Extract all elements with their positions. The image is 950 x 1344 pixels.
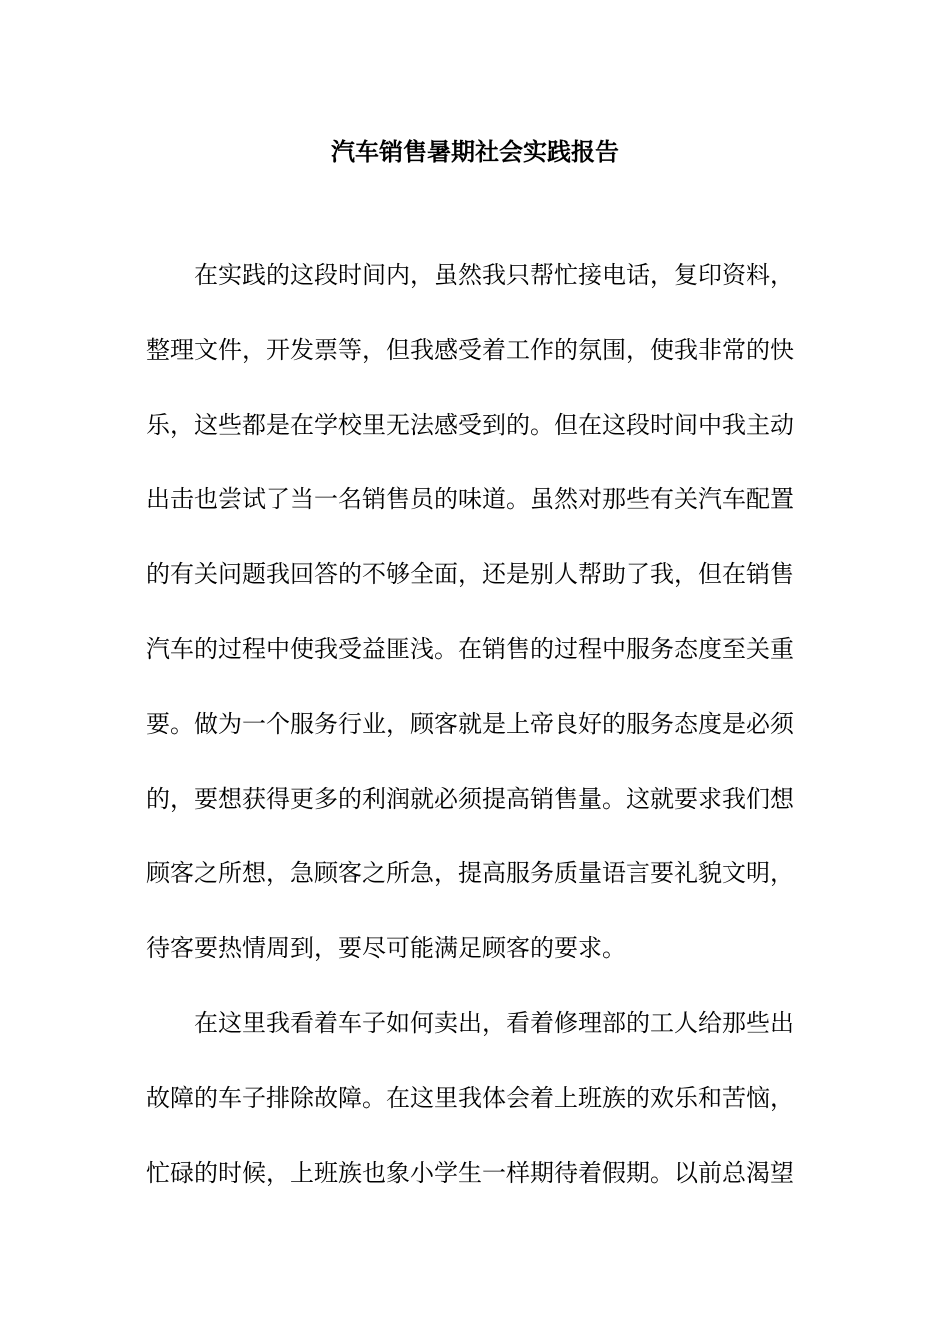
paragraph-line: 待客要热情周到，要尽可能满足顾客的要求。 — [146, 934, 626, 963]
paragraph-line: 忙碌的时候，上班族也象小学生一样期待着假期。以前总渴望 — [146, 1158, 794, 1187]
paragraph-line: 整理文件，开发票等，但我感受着工作的氛围，使我非常的快 — [146, 335, 794, 364]
paragraph-line: 汽车的过程中使我受益匪浅。在销售的过程中服务态度至关重 — [146, 634, 794, 663]
paragraph-line: 顾客之所想，急顾客之所急，提高服务质量语言要礼貌文明， — [146, 859, 794, 888]
paragraph-line: 在这里我看着车子如何卖出，看着修理部的工人给那些出 — [194, 1008, 794, 1037]
paragraph-line: 的，要想获得更多的利润就必须提高销售量。这就要求我们想 — [146, 784, 794, 813]
paragraph-line: 故障的车子排除故障。在这里我体会着上班族的欢乐和苦恼， — [146, 1083, 794, 1112]
paragraph-1 — [146, 238, 806, 986]
paragraph-line: 出击也尝试了当一名销售员的味道。虽然对那些有关汽车配置 — [146, 485, 794, 514]
paragraph-line: 的有关问题我回答的不够全面，还是别人帮助了我，但在销售 — [146, 560, 794, 589]
paragraph-2 — [146, 986, 806, 1210]
paragraph-line: 在实践的这段时间内，虽然我只帮忙接电话，复印资料， — [194, 261, 794, 289]
document-body — [146, 238, 806, 1210]
paragraph-line: 乐，这些都是在学校里无法感受到的。但在这段时间中我主动 — [146, 410, 794, 439]
paragraph-line: 要。做为一个服务行业，顾客就是上帝良好的服务态度是必须 — [146, 709, 794, 738]
document-title: 汽车销售暑期社会实践报告 — [331, 137, 619, 166]
